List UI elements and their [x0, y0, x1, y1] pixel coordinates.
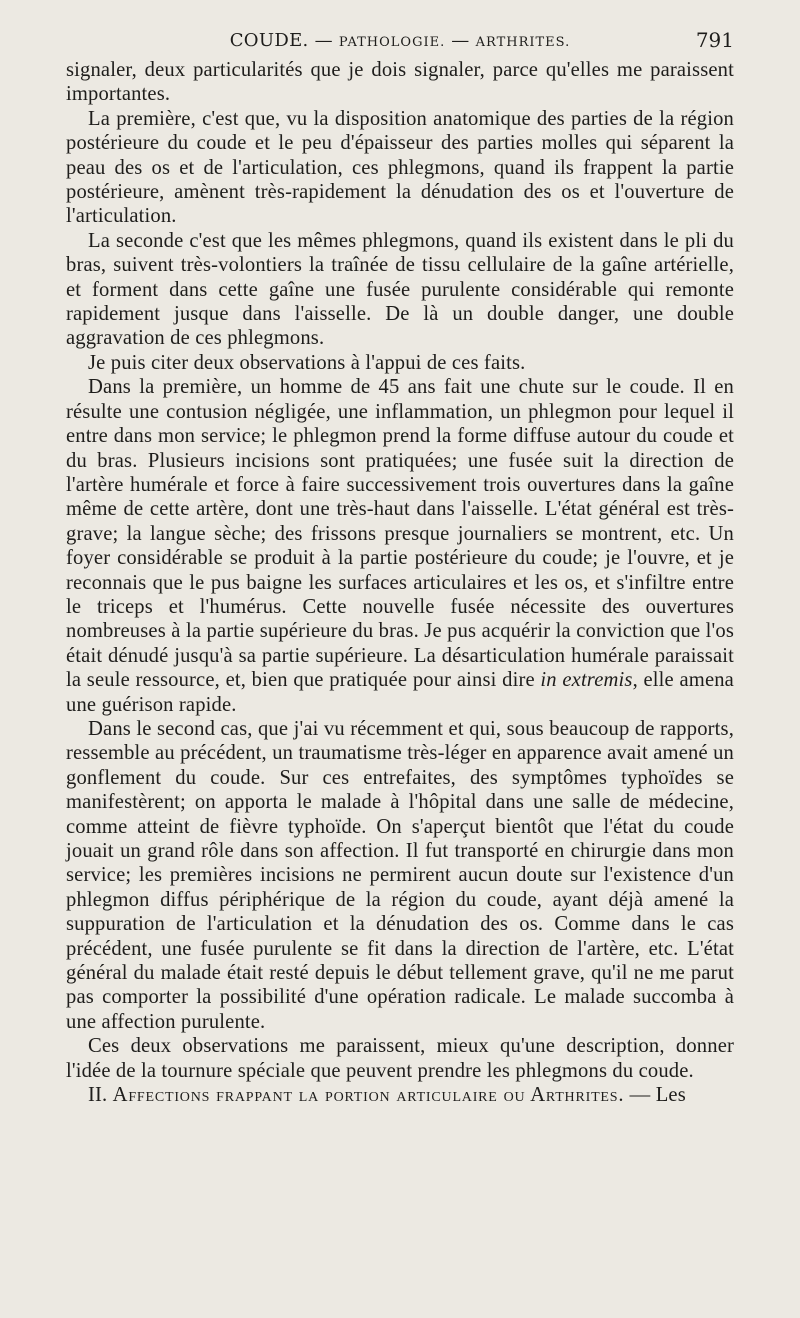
paragraph: Dans le second cas, que j'ai vu récemment et qui, sous beaucoup de rapports, ressemble au précédent, un traumatisme très-léger en apparence avait amené un gonflement du coude. Sur ces entrefaites, des symptômes typhoïdes se manifestèrent; on apporta le malade à l'hôpital dans une salle de médecine, comme atteint de fièvre typhoïde. On s'aperçut bientôt que l'état du coude jouait un grand rôle dans son affection. Il fut transporté en chirurgie dans mon service; les premières incisions ne permirent aucun doute sur l'existence d'un phlegmon diffus périphérique de la région du coude, ayant déjà amené la suppuration de l'articulation et la dénudation des os. Comme dans le cas précédent, une fusée purulente se fit dans la direction de l'artère, etc. L'état général du malade était resté depuis le début tellement grave, qu'il ne me parut pas comporter la possibilité d'une opération radicale. Le malade succomba à une affection purulente.	[66, 717, 734, 1033]
section-title: Affections frappant la portion articulaire ou Arthrites.	[112, 1084, 625, 1107]
running-title-section: PATHOLOGIE.	[338, 35, 446, 50]
running-title-sub: ARTHRITES.	[475, 35, 571, 50]
running-title-main: COUDE.	[229, 30, 309, 51]
section-continuation: Les	[655, 1084, 686, 1107]
paragraph: Ces deux observations me paraissent, mieux qu'une description, donner l'idée de la tournure spéciale que peuvent prendre les phlegmons du coude.	[66, 1035, 734, 1082]
running-title-dash: —	[314, 30, 333, 51]
section-dash: —	[629, 1084, 651, 1107]
paragraph-text: Dans la première, un homme de 45 ans fait une chute sur le coude. Il en résulte une contusion négligée, une inflammation, un phlegmon pour lequel il entre dans mon service; le phlegmon prend la forme diffuse autour du coude et du bras. Plusieurs incisions sont pratiquées; une fusée suit la direction de l'artère humérale et force à faire successivement trois ouvertures dans la gaîne même de cette artère, dont une très-haut dans l'aisselle. L'état général est très-grave; la langue sèche; des frissons presque journaliers se montrent, etc. Un foyer considérable se produit à la partie postérieure du coude; je l'ouvre, et je reconnais que le pus baigne les surfaces articulaires et les os, et s'infiltre entre le triceps et l'humérus. Cette nouvelle fusée nécessite des ouvertures nombreuses à la partie supérieure du bras. Je pus acquérir la conviction que l'os était dénudé jusqu'à sa partie supérieure. La désarticulation humérale paraissait la seule ressource, et, bien que pratiquée pour ainsi dire	[66, 376, 734, 692]
page-number: 791	[695, 28, 734, 52]
paragraph	[66, 375, 734, 717]
paragraph-continuation: signaler, deux particularités que je dois signaler, parce qu'elles me paraissent importantes.	[66, 59, 734, 106]
paragraph-text: , elle amena une guérison rapide.	[66, 669, 734, 716]
body-text	[66, 58, 734, 1107]
paragraph: Je puis citer deux observations à l'appui de ces faits.	[88, 351, 526, 374]
italic-phrase: in extremis	[540, 669, 633, 692]
running-title-dash: —	[451, 30, 470, 51]
running-title	[66, 30, 734, 51]
running-head	[66, 26, 734, 58]
paragraph: La seconde c'est que les mêmes phlegmons, quand ils existent dans le pli du bras, suivent très-volontiers la traînée de tissu cellulaire de la gaîne artérielle, et forment dans cette gaîne une fusée purulente considérable qui remonte rapidement jusque dans l'aisselle. De là un double danger, une double aggravation de ces phlegmons.	[66, 229, 734, 350]
paragraph: La première, c'est que, vu la disposition anatomique des parties de la région postérieure du coude et le peu d'épaisseur des parties molles qui séparent la peau des os et de l'articulation, ces phlegmons, quand ils frappent la partie postérieure, amènent très-rapidement la dénudation des os et l'ouverture de l'articulation.	[66, 107, 734, 228]
section-number: II.	[88, 1084, 108, 1107]
section-heading	[66, 1083, 734, 1107]
